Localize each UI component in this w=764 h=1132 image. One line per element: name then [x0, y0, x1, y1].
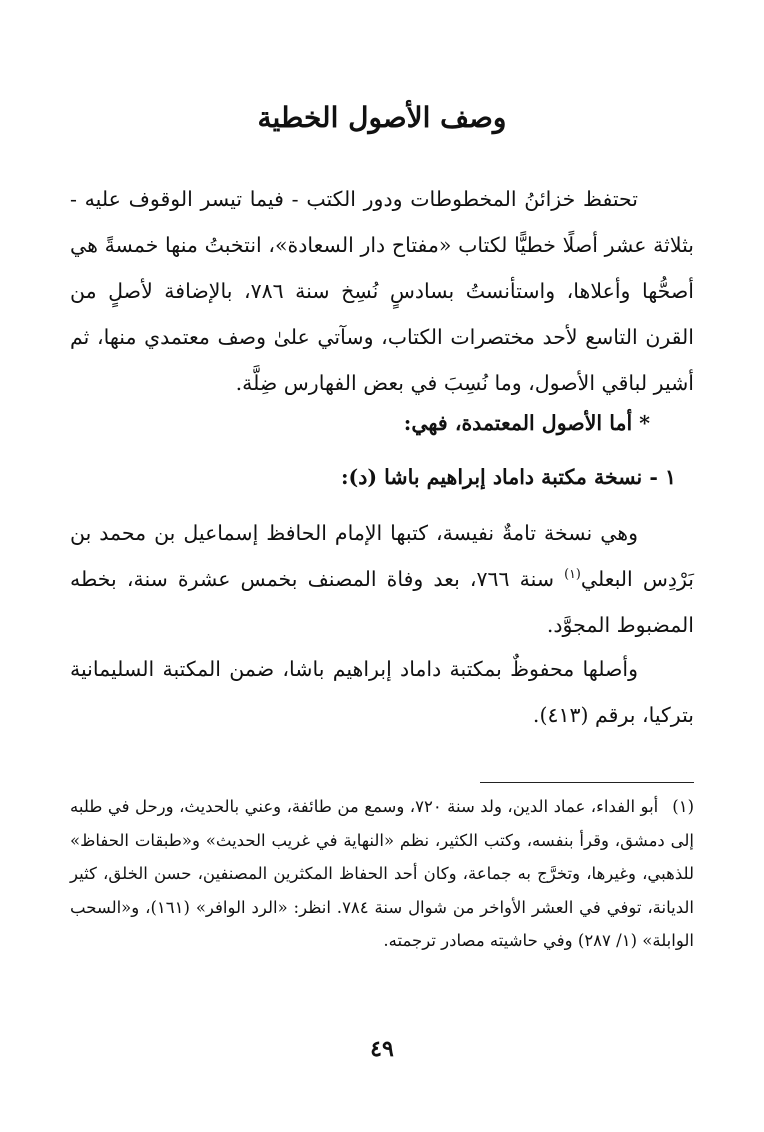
footnote-text: أبو الفداء، عماد الدين، ولد سنة ٧٢٠، وسمع من طائفة، وعني بالحديث، ورحل في طلبه إلى دمشق، وقرأ بنفسه، وكتب الكثير، نظم «النهاية في غريب الحديث» و«طبقات الحفاظ» للذهبي، وغيرها، وتخرَّج به جماعة، وكان أحد الحفاظ المكثرين المصنفين، حسن الخلق، كثير الديانة، توفي في العشر الأواخر من شوال سنة ٧٨٤. انظر: «الرد الوافر» (١٦١)، و«السحب الوابلة» (١/ ٢٨٧) وفي حاشيته مصادر ترجمته.	[70, 797, 694, 950]
item-paragraph	[70, 510, 694, 648]
item-paragraph-text-before-ref: وهي نسخة تامةٌ نفيسة، كتبها الإمام الحافظ إسماعيل بن محمد بن بَرْدِس البعلي	[70, 521, 695, 591]
footnote	[70, 790, 694, 958]
page-number: ٤٩	[370, 1036, 394, 1062]
footnote-marker: (١)	[672, 797, 694, 816]
intro-paragraph: تحتفظ خزائنُ المخطوطات ودور الكتب - فيما تيسر الوقوف عليه - بثلاثة عشر أصلًا خطيًّا لكتاب «مفتاح دار السعادة»، انتخبتُ منها خمسةً هي أصحُّها وأعلاها، واستأنستُ بسادسٍ نُسِخ سنة ٧٨٦، بالإضافة لأصلٍ من القرن التاسع لأحد مختصرات الكتاب، وسآتي علىٰ وصف معتمدي منها، ثم أشير لباقي الأصول، وما نُسِبَ في بعض الفهارس ضِلَّة.	[70, 187, 694, 395]
section-heading: * أما الأصول المعتمدة، فهي:	[403, 411, 650, 435]
book-page	[70, 0, 694, 1132]
item-heading: ١ - نسخة مكتبة داماد إبراهيم باشا (د):	[340, 465, 676, 489]
footnote-separator	[480, 782, 694, 783]
page-title: وصف الأصول الخطية	[257, 101, 507, 134]
item-paragraph-text-after-ref: سنة ٧٦٦، بعد وفاة المصنف بخمس عشرة سنة، بخطه المضبوط المجوَّد.	[70, 567, 694, 637]
footnote-reference: (١)	[564, 566, 581, 582]
location-paragraph: وأصلها محفوظٌ بمكتبة داماد إبراهيم باشا، ضمن المكتبة السليمانية بتركيا، برقم (٤١٣).	[70, 657, 694, 727]
